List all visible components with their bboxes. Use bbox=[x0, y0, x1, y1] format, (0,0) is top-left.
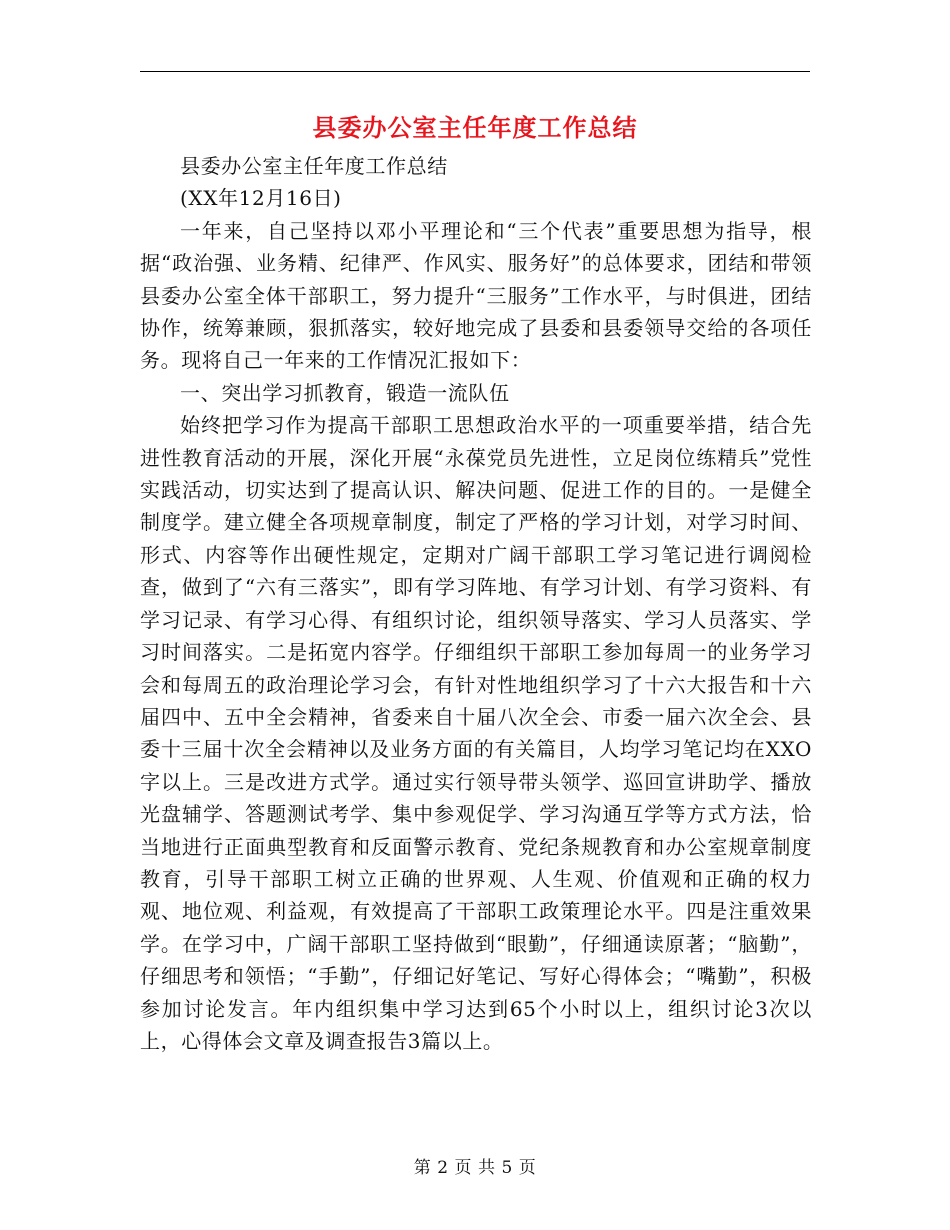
footer-middle: 页 共 bbox=[454, 1158, 496, 1178]
header-rule bbox=[140, 71, 810, 72]
footer-prefix: 第 bbox=[413, 1158, 432, 1178]
paragraph-intro: 一年来，自己坚持以邓小平理论和“三个代表”重要思想为指导，根据“政治强、业务精、纪律严、作风实、服务好”的总体要求，团结和带领县委办公室全体干部职工，努力提升“三服务”工作水平，与时俱进，团结协作，统筹兼顾，狠抓落实，较好地完成了县委和县委领导交给的各项任务。现将自己一年来的工作情况汇报如下： bbox=[140, 218, 812, 373]
footer-total-pages: 5 bbox=[501, 1158, 513, 1178]
document-body bbox=[140, 150, 812, 1057]
footer-suffix: 页 bbox=[518, 1158, 537, 1178]
section-heading: 一、突出学习抓教育，锻造一流队伍 bbox=[180, 380, 510, 405]
document-title: 县委办公室主任年度工作总结 bbox=[312, 114, 638, 142]
paragraph-subtitle: 县委办公室主任年度工作总结 bbox=[180, 154, 448, 178]
footer-current-page: 2 bbox=[437, 1158, 449, 1178]
page-footer bbox=[0, 1153, 950, 1178]
paragraph-date: (XX年12月16日) bbox=[180, 186, 342, 211]
paragraph-section-body: 始终把学习作为提高干部职工思想政治水平的一项重要举措，结合先进性教育活动的开展，深化开展“永葆党员先进性，立足岗位练精兵”党性实践活动，切实达到了提高认识、解决问题、促进工作的目的。一是健全制度学。建立健全各项规章制度，制定了严格的学习计划，对学习时间、形式、内容等作出硬性规定，定期对广阔干部职工学习笔记进行调阅检查，做到了“六有三落实”，即有学习阵地、有学习计划、有学习资料、有学习记录、有学习心得、有组织讨论，组织领导落实、学习人员落实、学习时间落实。二是拓宽内容学。仔细组织干部职工参加每周一的业务学习会和每周五的政治理论学习会，有针对性地组织学习了十六大报告和十六届四中、五中全会精神，省委来自十届八次全会、市委一届六次全会、县委十三届十次全会精神以及业务方面的有关篇目，人均学习笔记均在XXO字以上。三是改进方式学。通过实行领导带头领学、巡回宣讲助学、播放光盘辅学、答题测试考学、集中参观促学、学习沟通互学等方式方法，恰当地进行正面典型教育和反面警示教育、党纪条规教育和办公室规章制度教育，引导干部职工树立正确的世界观、人生观、价值观和正确的权力观、地位观、利益观，有效提高了干部职工政策理论水平。四是注重效果学。在学习中，广阔干部职工坚持做到“眼勤”，仔细通读原著；“脑勤”，仔细思考和领悟；“手勤”，仔细记好笔记、写好心得体会；“嘴勤”，积极参加讨论发言。年内组织集中学习达到65个小时以上，组织讨论3次以上，心得体会文章及调查报告3篇以上。 bbox=[140, 413, 812, 1053]
